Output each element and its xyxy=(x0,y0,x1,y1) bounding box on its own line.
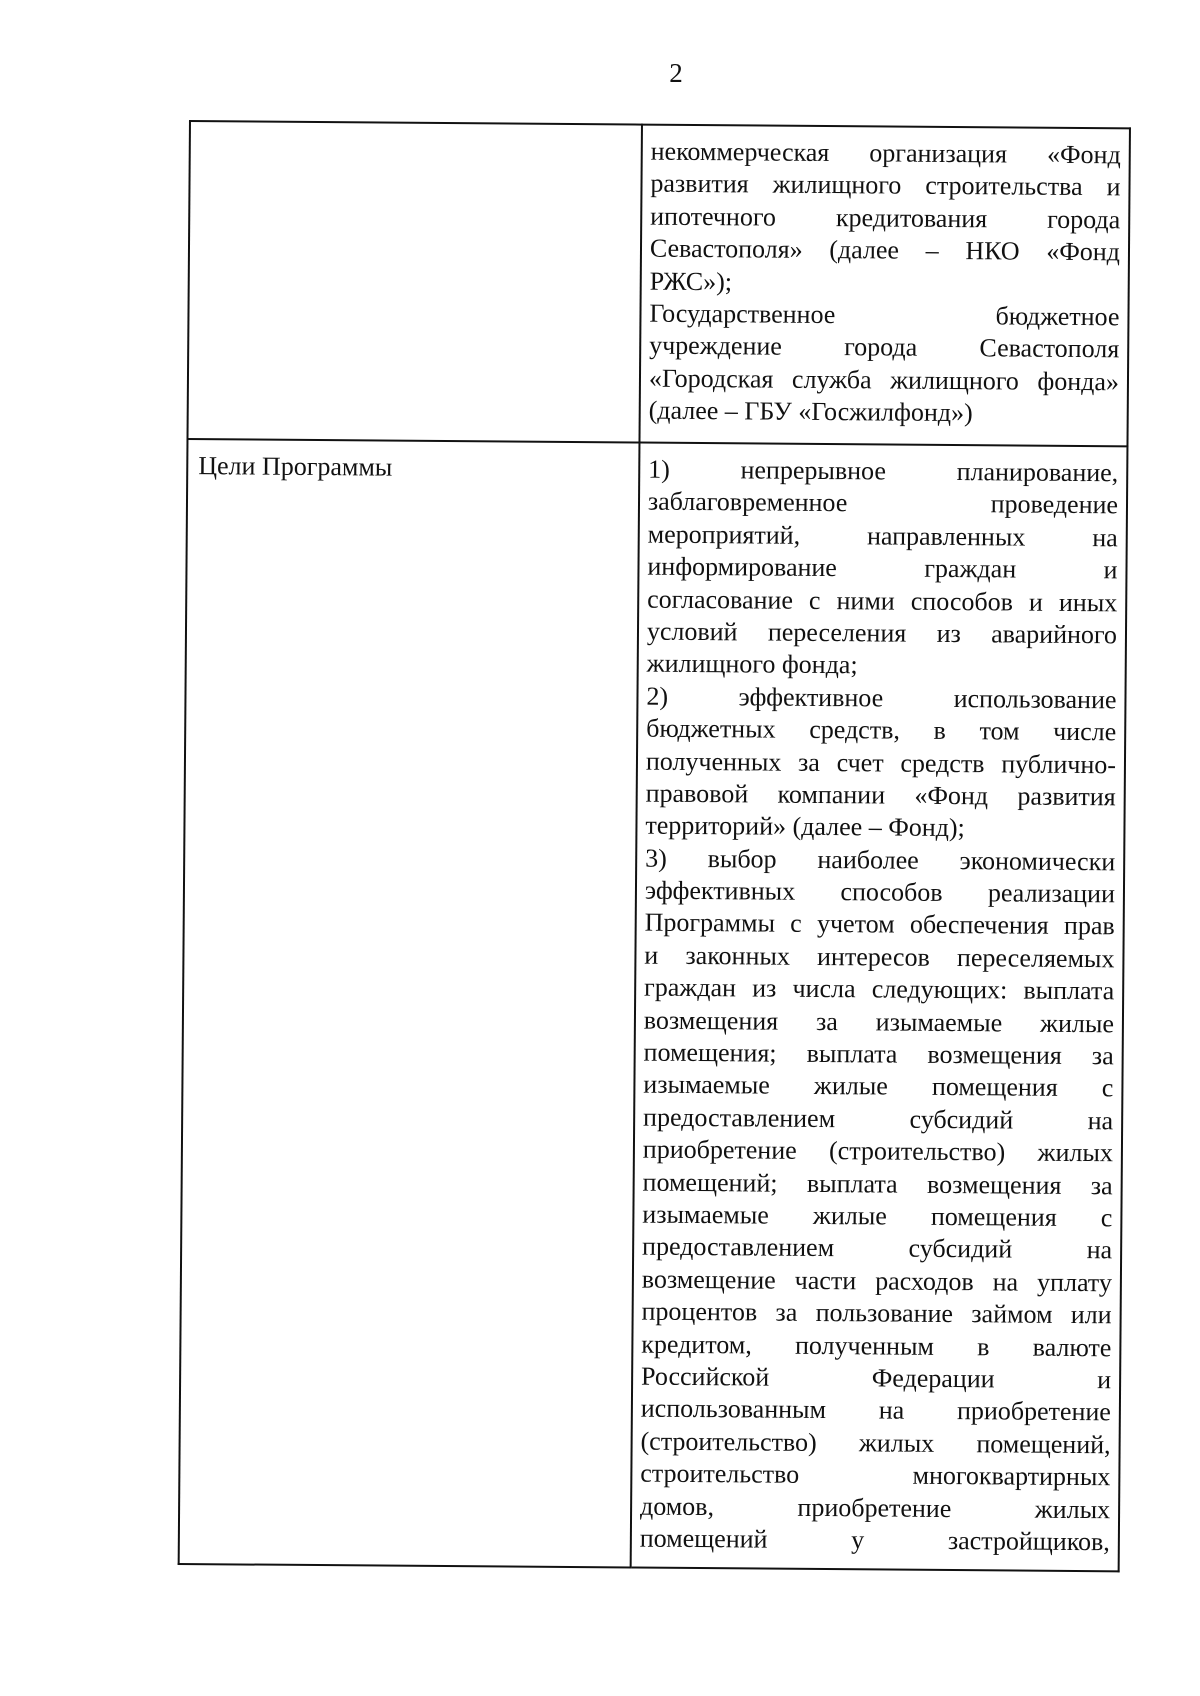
table-row xyxy=(179,439,1128,1572)
text-line: приобретение (строительство) жилых xyxy=(642,1134,1114,1168)
text-line: мероприятий, направленных на xyxy=(647,519,1118,553)
text-line: изымаемые жилые помещения с xyxy=(642,1199,1113,1233)
text-line: «Городская служба жилищного фонда» xyxy=(648,363,1120,397)
row-value-cell xyxy=(639,125,1130,447)
text-line: информирование граждан и xyxy=(647,551,1118,585)
text-line: и законных интересов переселяемых xyxy=(644,940,1115,974)
text-line: кредитом, полученным в валюте xyxy=(641,1329,1112,1362)
text-line: эффективных способов реализации xyxy=(644,875,1116,909)
row-label-cell xyxy=(187,121,641,443)
text-line: изымаемые жилые помещения с xyxy=(643,1070,1114,1103)
table-row xyxy=(187,121,1129,446)
row-value-text xyxy=(640,126,1129,443)
page-number: 2 xyxy=(669,58,683,88)
text-line: развития жилищного строительства и xyxy=(650,169,1121,202)
text-line: ипотечного кредитования города xyxy=(650,201,1121,235)
text-line: помещений; выплата возмещения за xyxy=(642,1167,1113,1200)
text-line: предоставлением субсидий на xyxy=(641,1231,1113,1265)
row-value-cell xyxy=(631,443,1128,1572)
row-label-cell xyxy=(179,439,640,1568)
text-line: возмещения за изымаемые жилые xyxy=(643,1005,1115,1038)
text-line: 3) выбор наиболее экономически xyxy=(645,843,1116,876)
text-line: РЖС»); xyxy=(649,266,733,296)
text-line: полученных за счет средств публично- xyxy=(645,746,1117,779)
text-line: Государственное бюджетное xyxy=(649,298,1120,332)
text-line: правовой компании «Фонд развития xyxy=(645,778,1116,812)
text-line: домов, приобретение жилых xyxy=(639,1491,1111,1524)
text-line: использованным на приобретение xyxy=(640,1393,1111,1427)
text-line: Программы с учетом обеспечения прав xyxy=(644,908,1115,941)
text-line: предоставлением субсидий на xyxy=(642,1102,1114,1136)
text-line: Севастополя» (далее – НКО «Фонд xyxy=(649,233,1121,267)
text-line: условий переселения из аварийного xyxy=(646,616,1118,650)
text-line: возмещение части расходов на уплату xyxy=(641,1264,1113,1298)
text-line: бюджетных средств, в том числе xyxy=(646,713,1117,747)
text-line: учреждение города Севастополя xyxy=(649,330,1120,364)
row-label xyxy=(191,122,641,136)
text-line: строительство многоквартирных xyxy=(640,1458,1111,1492)
text-line: жилищного фонда; xyxy=(646,648,858,680)
text-line: 1) непрерывное планирование, xyxy=(648,454,1119,488)
text-line: граждан из числа следующих: выплата xyxy=(644,972,1115,1006)
text-line: (далее – ГБУ «Госжилфонд») xyxy=(648,395,973,428)
text-line: заблаговременное проведение xyxy=(647,487,1119,520)
text-line: Российской Федерации и xyxy=(640,1361,1112,1395)
text-line: некоммерческая организация «Фонд xyxy=(650,136,1121,170)
text-line: процентов за пользование займом или xyxy=(641,1296,1112,1330)
text-line: помещений у застройщиков, xyxy=(639,1523,1110,1557)
text-line: (строительство) жилых помещений, xyxy=(640,1426,1111,1459)
program-passport-table xyxy=(178,120,1131,1573)
row-label-program-goals: Цели Программы xyxy=(198,451,393,482)
text-line: согласование с ними способов и иных xyxy=(647,584,1118,617)
text-line: 2) эффективное использование xyxy=(646,681,1117,715)
text-line: помещения; выплата возмещения за xyxy=(643,1037,1114,1071)
row-value-text xyxy=(632,444,1127,1571)
text-line: территорий» (далее – Фонд); xyxy=(645,810,965,843)
